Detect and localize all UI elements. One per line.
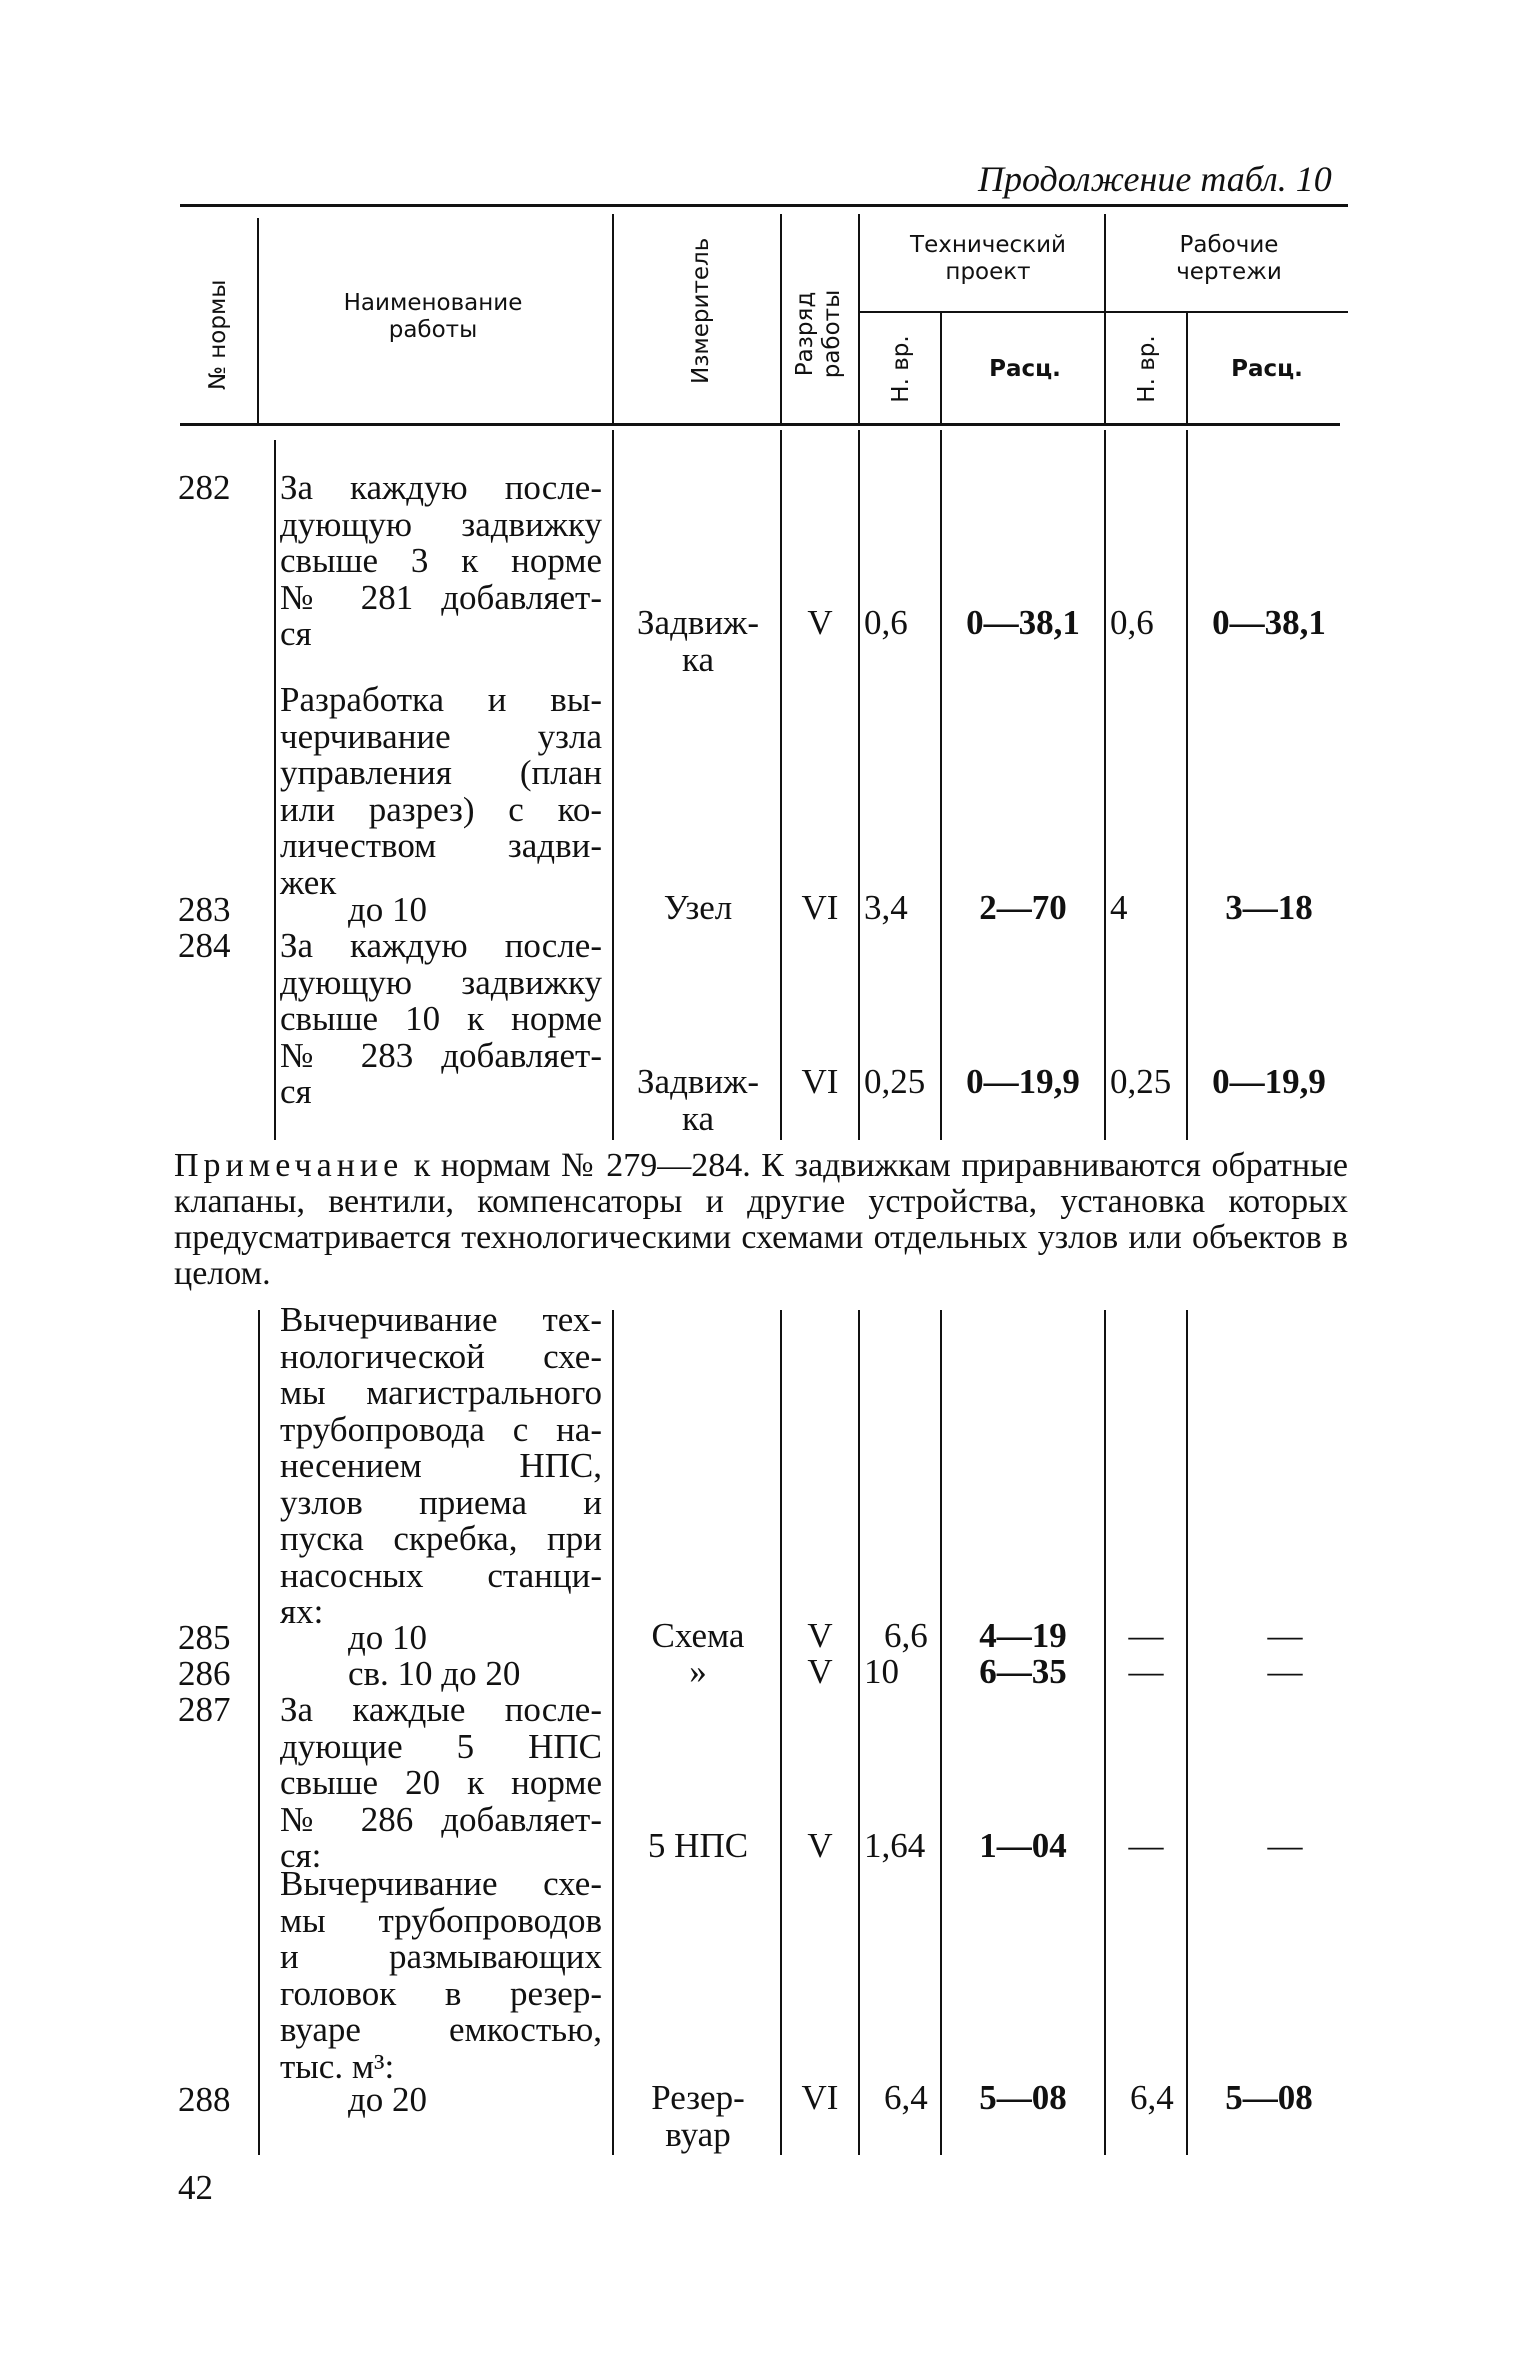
body1-vline — [1104, 430, 1106, 1140]
header-vline — [940, 312, 942, 423]
work-description: Вычерчивание тех- нологической схе- мы магистрального трубопровода с на- несением НПС, узлов приема и пуска скребка, при насосных станци- ях: — [280, 1300, 602, 1631]
wd-time: 0,25 — [1110, 1062, 1172, 1101]
work-description: до 10 — [348, 1618, 428, 1657]
wd-rate: — — [1267, 1826, 1303, 1865]
header-vline — [257, 218, 259, 423]
body2-vline — [1186, 1310, 1188, 2155]
unit: Резер- вуар — [651, 2078, 745, 2154]
grade: V — [807, 1826, 833, 1865]
header-bottom-rule — [180, 423, 1340, 426]
header-vline — [1186, 312, 1188, 423]
wd-rate: 0—19,9 — [1212, 1062, 1326, 1101]
header-grade: Разряд работы — [792, 289, 845, 379]
wd-rate: 0—38,1 — [1212, 603, 1326, 642]
tp-time: 6,4 — [884, 2078, 928, 2117]
tp-rate: 0—19,9 — [966, 1062, 1080, 1101]
norm-number: 287 — [178, 1690, 231, 1729]
body1-vline — [274, 440, 276, 1140]
body1-vline — [858, 430, 860, 1140]
tp-time: 0,25 — [864, 1062, 926, 1101]
norm-number: 286 — [178, 1654, 231, 1693]
wd-rate: — — [1267, 1652, 1303, 1691]
wd-time: — — [1128, 1652, 1164, 1691]
header-top-rule — [180, 204, 1348, 207]
header-vline — [780, 214, 782, 423]
header-wd-time: Н. вр. — [1134, 335, 1160, 403]
grade: V — [807, 1616, 833, 1655]
tp-rate: 1—04 — [979, 1826, 1067, 1865]
header-tech-project: Технический проект — [910, 232, 1066, 285]
subheader-rule-tech — [860, 311, 1106, 313]
wd-rate: 5—08 — [1225, 2078, 1313, 2117]
header-tp-time: Н. вр. — [888, 335, 914, 403]
body1-vline — [780, 430, 782, 1140]
header-tp-rate: Расц. — [989, 356, 1061, 382]
wd-rate: 3—18 — [1225, 888, 1313, 927]
unit: Задвиж- ка — [637, 603, 759, 679]
tp-time: 3,4 — [864, 888, 908, 927]
grade: VI — [801, 888, 839, 927]
work-description: Разработка и вы- черчивание узла управления (план или разрез) с ко- личеством задви- жек — [280, 680, 602, 902]
work-description: Вычерчивание схе- мы трубопроводов и размывающих головок в резер- вуаре емкостью, тыс. м³: — [280, 1864, 602, 2086]
norm-number: 284 — [178, 926, 231, 965]
subheader-rule-work — [1106, 311, 1348, 313]
work-description: За каждую после- дующую задвижку свыше 10 к норме № 283 добавляет- ся — [280, 926, 602, 1111]
continuation-title: Продолжение табл. 10 — [978, 159, 1332, 199]
norm-number: 285 — [178, 1618, 231, 1657]
unit: Схема — [651, 1616, 745, 1655]
body2-vline — [1104, 1310, 1106, 2155]
grade: V — [807, 1652, 833, 1691]
tp-rate: 0—38,1 — [966, 603, 1080, 642]
wd-time: — — [1128, 1616, 1164, 1655]
header-work-name: Наименование работы — [343, 290, 523, 343]
wd-time: — — [1128, 1826, 1164, 1865]
unit: Задвиж- ка — [637, 1062, 759, 1138]
header-vline — [858, 214, 860, 423]
body2-vline — [940, 1310, 942, 2155]
wd-rate: — — [1267, 1616, 1303, 1655]
tp-time: 0,6 — [864, 603, 908, 642]
unit: » — [689, 1652, 707, 1691]
header-vline — [1104, 214, 1106, 423]
table-note — [174, 1148, 1348, 1292]
body2-vline — [780, 1310, 782, 2155]
header-vline — [612, 214, 614, 423]
norm-number: 283 — [178, 890, 231, 929]
wd-time: 0,6 — [1110, 603, 1154, 642]
body2-vline — [258, 1310, 260, 2155]
tp-rate: 4—19 — [979, 1616, 1067, 1655]
body1-vline — [1186, 430, 1188, 1140]
tp-rate: 2—70 — [979, 888, 1067, 927]
grade: V — [807, 603, 833, 642]
unit: Узел — [663, 888, 733, 927]
work-description: св. 10 до 20 — [348, 1654, 521, 1693]
tp-time: 6,6 — [884, 1616, 928, 1655]
tp-rate: 6—35 — [979, 1652, 1067, 1691]
body1-vline — [940, 430, 942, 1140]
grade: VI — [801, 1062, 839, 1101]
header-working-drawings: Рабочие чертежи — [1176, 232, 1282, 285]
tp-rate: 5—08 — [979, 2078, 1067, 2117]
unit: 5 НПС — [647, 1826, 749, 1865]
work-description: до 20 — [348, 2080, 428, 2119]
work-description: За каждую после- дующую задвижку свыше 3 к норме № 281 добавляет- ся — [280, 468, 602, 653]
wd-time: 4 — [1110, 888, 1128, 927]
body2-vline — [612, 1310, 614, 2155]
wd-time: 6,4 — [1130, 2078, 1174, 2117]
header-norm-no: № нормы — [205, 279, 231, 390]
norm-number: 288 — [178, 2080, 231, 2119]
work-description: до 10 — [348, 890, 428, 929]
note-lead: Примечание — [174, 1147, 404, 1184]
work-description: За каждые после- дующие 5 НПС свыше 20 к норме № 286 добавляет- ся: — [280, 1690, 602, 1875]
header-unit: Измеритель — [688, 237, 714, 384]
norm-number: 282 — [178, 468, 231, 507]
header-wd-rate: Расц. — [1231, 356, 1303, 382]
tp-time: 10 — [864, 1652, 899, 1691]
page-number: 42 — [178, 2168, 213, 2207]
grade: VI — [801, 2078, 839, 2117]
tp-time: 1,64 — [864, 1826, 926, 1865]
note-text: к нормам № 279—284. К задвижкам приравниваются обратные клапаны, вентили, компенсаторы и другие устройства, установка которых предусматривается технологическими схемами отдельных узлов или объектов в целом. — [174, 1147, 1348, 1292]
body1-vline — [612, 430, 614, 1140]
body2-vline — [858, 1310, 860, 2155]
